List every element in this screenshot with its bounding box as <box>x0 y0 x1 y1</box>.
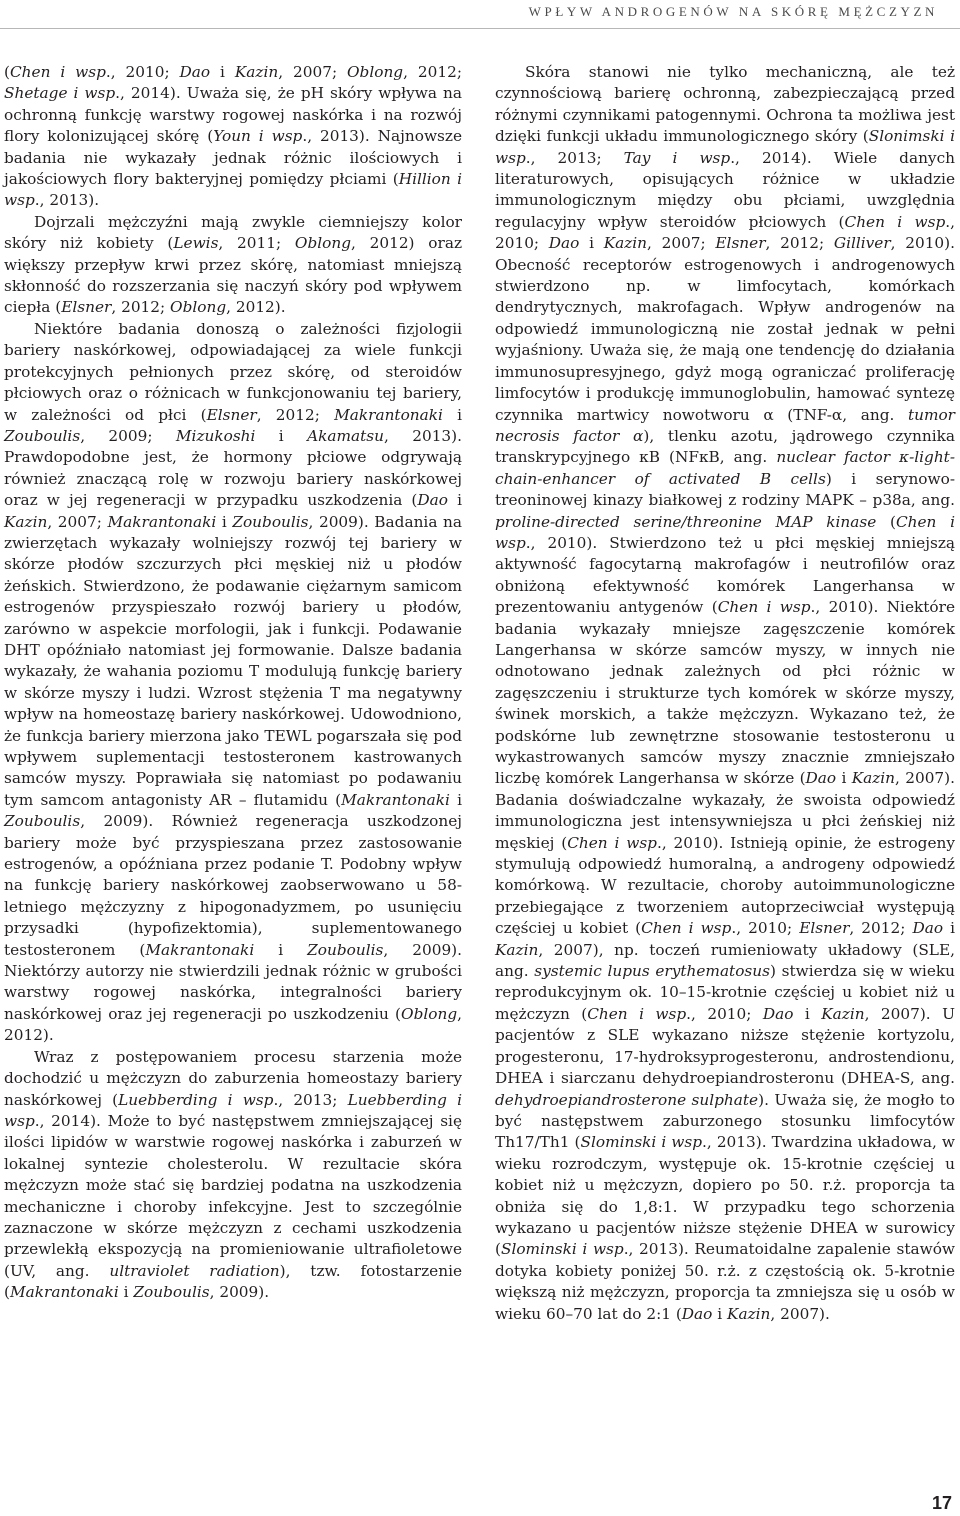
italic-text: Zouboulis <box>133 1283 210 1302</box>
italic-text: nuclear factor κ-light-chain-enhancer of activated B cells <box>495 448 955 488</box>
text-run: ., 2013). <box>34 191 100 210</box>
text-run: i <box>712 1304 728 1323</box>
right-column <box>495 62 955 1325</box>
italic-text: Zouboulis <box>4 426 81 445</box>
text-run: i <box>836 769 852 788</box>
text-run: , 2009). <box>209 1283 270 1302</box>
text-run: ., 2013; <box>273 1090 348 1109</box>
italic-text: Chen i wsp <box>844 212 946 231</box>
text-run: , 2012). <box>226 298 286 317</box>
italic-text: Akamatsu <box>307 426 384 445</box>
italic-text: Makrantonaki <box>145 940 255 959</box>
text-run: , 2009; <box>80 426 176 445</box>
italic-text: Dao <box>548 234 580 253</box>
italic-text: tumor necrosis factor α <box>495 405 955 445</box>
italic-text: Chen i wsp <box>641 919 732 938</box>
text-run: , 2012; <box>849 919 913 938</box>
text-run: ., 2010; <box>495 212 955 253</box>
text-run: Wraz z postępowaniem procesu starzenia może dochodzić u mężczyzn do zaburzenia homeostazy bariery naskórkowej ( <box>4 1047 462 1109</box>
text-run: ., 2010; <box>731 919 800 938</box>
text-run: ., 2013; <box>525 148 624 167</box>
italic-text: ultraviolet radiation <box>109 1261 280 1280</box>
italic-text: Chen i wsp <box>495 512 955 552</box>
text-run: , 2007; <box>647 234 716 253</box>
text-run: Niektóre badania donoszą o zależności fizjologii bariery naskórkowej, odpowiadającej za wiele funkcji protekcyjnych pełnionych przez skórę, od steroidów płciowych oraz o różnicach w funkcjonowaniu tej bariery, w zależności od płci ( <box>4 319 462 424</box>
italic-text: Oblong <box>294 234 351 253</box>
text-run: ., 2010). Istnieją opinie, że estrogeny stymulują odpowiedź humoralną, a androgeny odpowiedź komórkową. W rezultacie, choroby autoimmunologiczne przebiegające z tworzeniem autoprzeciwciał występują częściej u kobiet ( <box>495 833 955 938</box>
italic-text: Elsner <box>799 919 850 938</box>
paragraph <box>495 62 955 1325</box>
text-run: , 2013). Prawdopodobne jest, że hormony płciowe odgrywają również znaczącą rolę w rozwoju bariery naskórkowej oraz w jej regeneracji w przypadku uszkodzenia ( <box>4 426 462 510</box>
text-run: i <box>449 790 462 809</box>
text-run: , 2012; <box>111 298 171 317</box>
text-run: , 2007). Badania doświadczalne wykazały, że swoista odpowiedź immunologiczna jest intensywniejsza u płci żeńskiej niż męskiej ( <box>495 769 955 852</box>
text-run: ., 2013). Twardzina układowa, w wieku rozrodczym, występuje ok. 15-krotnie częściej u kobiet niż u mężczyzn, dopiero po 50. r.ż. proporcja ta obniża się do 1,8:1. W przypadku tego schorzenia wykazano u pacjentów niższe stężenie DHEA w surowicy ( <box>495 1133 955 1259</box>
italic-text: Chen i wsp <box>9 63 106 81</box>
italic-text: Kazin <box>4 512 48 531</box>
italic-text: Kazin <box>495 940 539 959</box>
text-run: ., 2014). Może to być następstwem zmniejszającej się ilości lipidów w warstwie rogowej naskórka i zaburzeń w lokalnej syntezie cholesterolu. W rezultacie skóra mężczyzn może stać się bardziej podatna na uszkodzenia mechaniczne i choroby infekcyjne. Jest to szczególnie zaznaczone w skórze mężczyzn z cechami uszkodzenia przewlekłą ekspozycją na promieniowanie ultrafioletowe (UV, ang. <box>4 1111 462 1280</box>
text-run: ., 2010). Niektóre badania wykazały mniejsze zagęszczenie komórek Langerhansa w skórze samców myszy, w innych nie odnotowano jednak zależnych od płci różnic w zagęszczeniu i strukturze tych komórek w skórze myszy, świnek morskich, a także mężczyzn. Wykazano też, że podskórne lub zewnętrzne stosowanie testosteronu u wykastrowanych samców myszy znacznie zmniejszało liczbę komórek Langerhansa w skórze ( <box>495 598 955 788</box>
italic-text: dehydroepiandrosterone sulphate <box>495 1090 759 1109</box>
running-title: WPŁYW ANDROGENÓW NA SKÓRĘ MĘŻCZYZN <box>528 4 938 19</box>
running-header <box>0 0 960 29</box>
text-run: , 2007). U pacjentów z SLE wykazano niższe stężenie kortyzolu, progesteronu, 17-hydroksyprogesteronu, androstendionu, DHEA i siarczanu dehydroepiandrosteronu (DHEA-S, ang. <box>495 1004 955 1088</box>
text-run: i <box>579 234 604 253</box>
text-run: ), tzw. fotostarzenie ( <box>4 1261 463 1302</box>
italic-text: Slonimski i wsp <box>495 127 955 167</box>
text-run: , 2007; <box>278 63 348 81</box>
paragraph <box>4 1047 462 1304</box>
text-run: ). Uważa się, że mogło to być następstwem zaburzonego stosunku limfocytów Th17/Th1 ( <box>495 1090 955 1152</box>
italic-text: Youn i wsp <box>213 127 303 146</box>
text-run: i <box>943 919 955 938</box>
left-column <box>4 62 462 1304</box>
text-run: i <box>255 426 308 445</box>
text-run: , 2012). <box>4 1004 462 1045</box>
text-run: ( <box>4 63 10 81</box>
text-run: ., 2010; <box>105 63 180 81</box>
italic-text: proline-directed serine/threonine MAP kinase <box>495 512 877 531</box>
text-run: , 2009). Niektórzy autorzy nie stwierdzili jednak różnic w grubości warstwy rogowej naskórka, integralności bariery naskórkowej oraz jej regeneracji po uszkodzeniu ( <box>4 940 463 1023</box>
italic-text: Dao <box>762 1004 794 1023</box>
text-run: , 2012) oraz większy przepływ krwi przez skórę, natomiast mniejszą skłonność do rozszerzania się naczyń skóry pod wpływem ciepła ( <box>4 234 462 317</box>
italic-text: Zouboulis <box>4 812 81 831</box>
text-run: , 2012; <box>765 234 834 253</box>
italic-text: Kazin <box>851 769 896 788</box>
text-run: ( <box>876 512 896 531</box>
text-run: , 2007). <box>770 1304 830 1323</box>
text-run: i <box>442 405 463 424</box>
text-run: i <box>793 1004 822 1023</box>
text-run: ., 2014). Uważa się, że pH skóry wpływa na ochronną funkcję warstwy rogowej naskórka i na rozwój flory kolonizującej skórę ( <box>4 84 462 146</box>
italic-text: Chen i wsp <box>567 833 657 852</box>
paragraph <box>4 319 462 1047</box>
text-run: , 2009). Również regeneracja uszkodzonej bariery może być przyspieszana przez zastosowanie estrogenów, a opóźniana przez podanie T. Podobny wpływ na funkcję bariery naskórkowej zaobserwowano u 58-letniego mężczyzny z hipogonadyzmem, po usunięciu przysadki (hypofizektomia), suplementowanego testosteronem ( <box>4 812 462 959</box>
text-run: ., 2010). Stwierdzono też u płci męskiej mniejszą aktywność fagocytarną makrofagów i neutrofilów oraz obniżoną efektywność komórek Langerhansa w prezentowaniu antygenów ( <box>495 533 955 617</box>
italic-text: Tay i wsp <box>623 148 731 167</box>
italic-text: Elsner <box>715 234 766 253</box>
text-run: i <box>216 512 233 531</box>
italic-text: Elsner <box>61 298 112 317</box>
italic-text: Lewis <box>173 234 219 253</box>
italic-text: Dao <box>681 1304 713 1323</box>
italic-text: Makrantonaki <box>107 512 217 531</box>
italic-text: Elsner <box>206 405 257 424</box>
text-run: ., 2014). Wiele danych literaturowych, opisujących różnice w układzie immunologicznym między obu płciami, uwzględnia regulacyjny wpływ steroidów płciowych ( <box>495 148 955 231</box>
text-run: , 2009). Badania na zwierzętach wykazały wolniejszy rozwój tej bariery w skórze płodów szczurzych płci męskiej niż u płodów żeńskich. Stwierdzono, że podawanie ciężarnym samicom estrogenów przyspieszało rozwój bariery u płodów, zarówno w aspekcie morfologii, jak i funkcji. Podawanie DHT opóźniało natomiast jej formowanie. Dalsze badania wykazały, że wahania poziomu T modulują funkcję bariery w skórze myszy i ludzi. Wzrost stężenia T ma negatywny wpływ na homeostazę bariery naskórkowej. Udowodniono, że funkcja bariery mierzona jako TEWL pogarszała się pod wpływem suplementacji testosteronem kastrowanych samców myszy. Poprawiała się natomiast po podawaniu tym samcom antagonisty AR – flutamidu ( <box>4 512 462 809</box>
text-run: i <box>254 940 308 959</box>
italic-text: Zouboulis <box>232 512 309 531</box>
italic-text: Hillion i wsp <box>4 170 462 210</box>
text-run: Skóra stanowi nie tylko mechaniczną, ale też czynnościową barierę ochronną, zabezpieczającą przed różnymi czynnikami patogennymi. Ochrona ta możliwa jest dzięki funkcji układu immunologicznego skóry ( <box>495 63 955 146</box>
text-run: ), tlenku azotu, jądrowego czynnika transkrypcyjnego κB (NFκB, ang. <box>495 426 955 467</box>
italic-text: Dao <box>805 769 837 788</box>
text-run: i <box>210 63 235 81</box>
text-run: , 2010). Obecność receptorów estrogenowych i androgenowych stwierdzono np. w limfocytach, komórkach dendrytycznych, makrofagach. Wpływ androgenów na odpowiedź immunologiczną nie został jednak w pełni wyjaśniony. Uważa się, że mają one tendencję do działania immunosupresyjnego, gdyż mogą ograniczać proliferację limfocytów i produkcję immunoglobulin, hamować syntezę czynnika martwicy nowotworu α (TNF-α, ang. <box>495 234 955 424</box>
text-run: , 2011; <box>218 234 295 253</box>
italic-text: Luebberding i wsp <box>118 1090 274 1109</box>
text-run: ) stwierdza się w wieku reprodukcyjnym ok. 10–15-krotnie częściej u kobiet niż u mężczyzn ( <box>495 962 955 1023</box>
text-run: , 2012; <box>256 405 335 424</box>
italic-text: Kazin <box>603 234 648 253</box>
italic-text: systemic lupus erythematosus <box>534 962 770 981</box>
italic-text: Shetage i wsp <box>4 84 116 103</box>
italic-text: Slominski i wsp <box>580 1133 703 1152</box>
paragraph <box>4 212 462 319</box>
italic-text: Dao <box>417 491 449 510</box>
italic-text: Mizukoshi <box>175 426 256 445</box>
italic-text: Zouboulis <box>307 940 384 959</box>
italic-text: Kazin <box>821 1004 865 1023</box>
text-run: , 2007), np. toczeń rumieniowaty układowy (SLE, ang. <box>495 940 955 981</box>
text-run: , 2007; <box>47 512 108 531</box>
text-run: i <box>118 1283 134 1302</box>
text-run: ., 2013). Najnowsze badania nie wykazały jednak różnic ilościowych i jakościowych flory bakteryjnej pomiędzy płciami ( <box>4 127 463 189</box>
italic-text: Chen i wsp <box>717 598 811 617</box>
text-run: ) i serynowo-treoninowej kinazy białkowej z rodziny MAPK – p38a, ang. <box>495 469 955 510</box>
italic-text: Kazin <box>727 1304 771 1323</box>
italic-text: Kazin <box>234 63 279 81</box>
italic-text: Oblong <box>170 298 227 317</box>
paragraph <box>4 62 462 212</box>
italic-text: Chen i wsp <box>587 1004 687 1023</box>
italic-text: Oblong <box>401 1004 458 1023</box>
italic-text: Makrantonaki <box>334 405 443 424</box>
text-run: Dojrzali mężczyźni mają zwykle ciemniejszy kolor skóry niż kobiety ( <box>4 212 462 253</box>
italic-text: Makrantonaki <box>9 1283 119 1302</box>
text-run: ., 2010; <box>686 1004 763 1023</box>
italic-text: Dao <box>912 919 944 938</box>
italic-text: Dao <box>179 63 211 81</box>
text-run: i <box>448 491 462 510</box>
italic-text: Slominski i wsp <box>500 1240 624 1259</box>
text-run: , 2012; <box>403 63 462 81</box>
page-number: 17 <box>931 1493 952 1513</box>
italic-text: Oblong <box>347 63 404 81</box>
italic-text: Makrantonaki <box>341 790 450 809</box>
italic-text: Luebberding i wsp <box>4 1090 462 1130</box>
text-run: ., 2013). Reumatoidalne zapalenie stawów dotyka kobiety poniżej 50. r.ż. z częstością ok. 5-krotnie większą niż mężczyzn, proporcja ta zmniejsza się u osób w wieku 60–70 lat do 2:1 ( <box>495 1240 955 1323</box>
italic-text: Gilliver <box>833 234 891 253</box>
